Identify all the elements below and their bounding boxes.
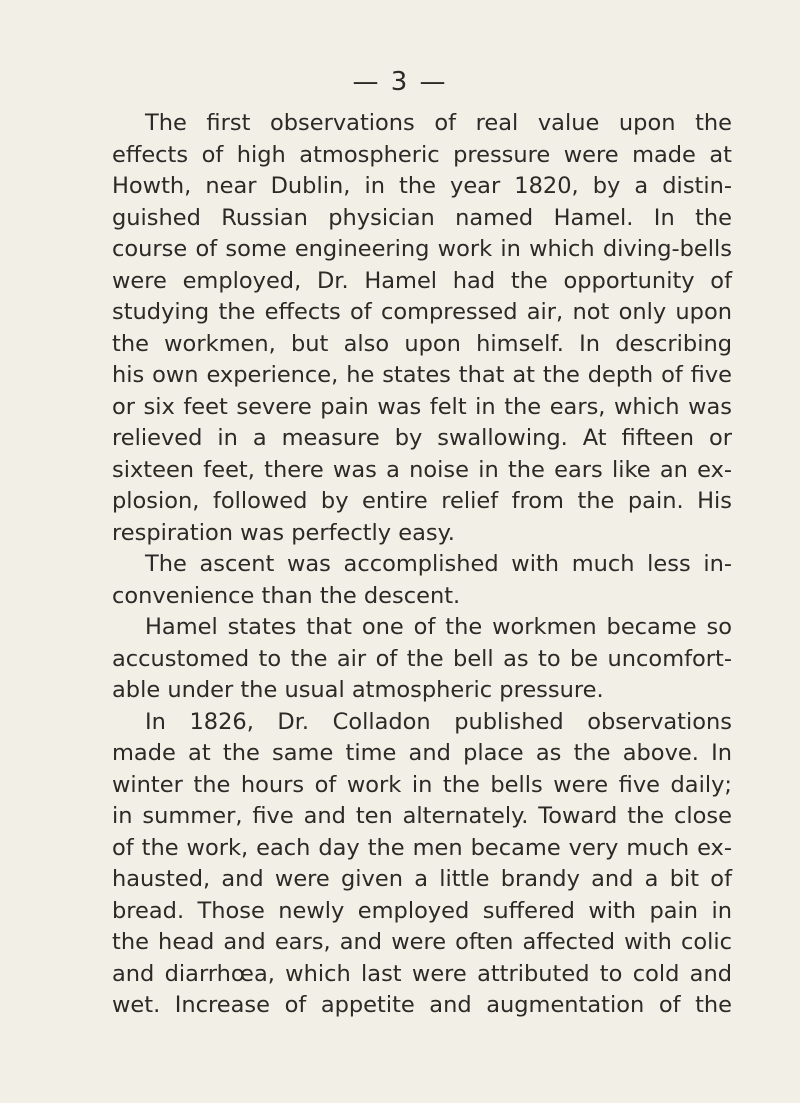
text-line: able under the usual atmospheric pressure. [112, 677, 604, 703]
text-line: the head and ears, and were often affected with colic [112, 929, 732, 955]
text-line: the workmen, but also upon himself. In describing [112, 330, 732, 357]
text-line: winter the hours of work in the bells were five daily; [112, 771, 732, 798]
text-line: accustomed to the air of the bell as to be uncomfort- [112, 645, 732, 672]
text-line: convenience than the descent. [112, 582, 461, 609]
text-line: guished Russian physician named Hamel. In the [112, 204, 732, 231]
text-line: hausted, and were given a little brandy and a bit of [112, 866, 732, 892]
page-number: — 3 — [352, 67, 448, 97]
text-line: wet. Increase of appetite and augmentation of the [112, 992, 732, 1018]
text-line: The ascent was accomplished with much less in- [145, 551, 732, 577]
text-line: sixteen feet, there was a noise in the ears like an ex- [112, 456, 732, 483]
text-line: bread. Those newly employed suffered with pain in [112, 897, 732, 924]
text-line: studying the effects of compressed air, not only upon [112, 299, 732, 325]
text-line: relieved in a measure by swallowing. At fifteen or [112, 425, 732, 451]
text-line: course of some engineering work in which diving-bells [112, 236, 732, 262]
text-line: made at the same time and place as the above. In [112, 740, 732, 766]
text-line: and diarrhœa, which last were attributed to cold and [112, 960, 732, 987]
text-line: Howth, near Dublin, in the year 1820, by a distin- [112, 173, 732, 199]
text-line: his own experience, he states that at the depth of five [112, 362, 732, 388]
text-line: of the work, each day the men became very much ex- [112, 834, 732, 861]
text-line: The first observations of real value upon the [145, 110, 732, 136]
body-text [112, 108, 732, 1022]
text-line: in summer, five and ten alternately. Toward the close [112, 803, 732, 829]
text-line: effects of high atmospheric pressure were made at [112, 141, 732, 168]
text-line: were employed, Dr. Hamel had the opportunity of [112, 267, 732, 294]
text-line: or six feet severe pain was felt in the ears, which was [112, 393, 732, 420]
text-line: In 1826, Dr. Colladon published observations [145, 708, 732, 735]
text-line: respiration was perfectly easy. [112, 519, 455, 546]
text-line: plosion, followed by entire relief from the pain. His [112, 488, 732, 514]
text-line: Hamel states that one of the workmen became so [145, 614, 732, 640]
